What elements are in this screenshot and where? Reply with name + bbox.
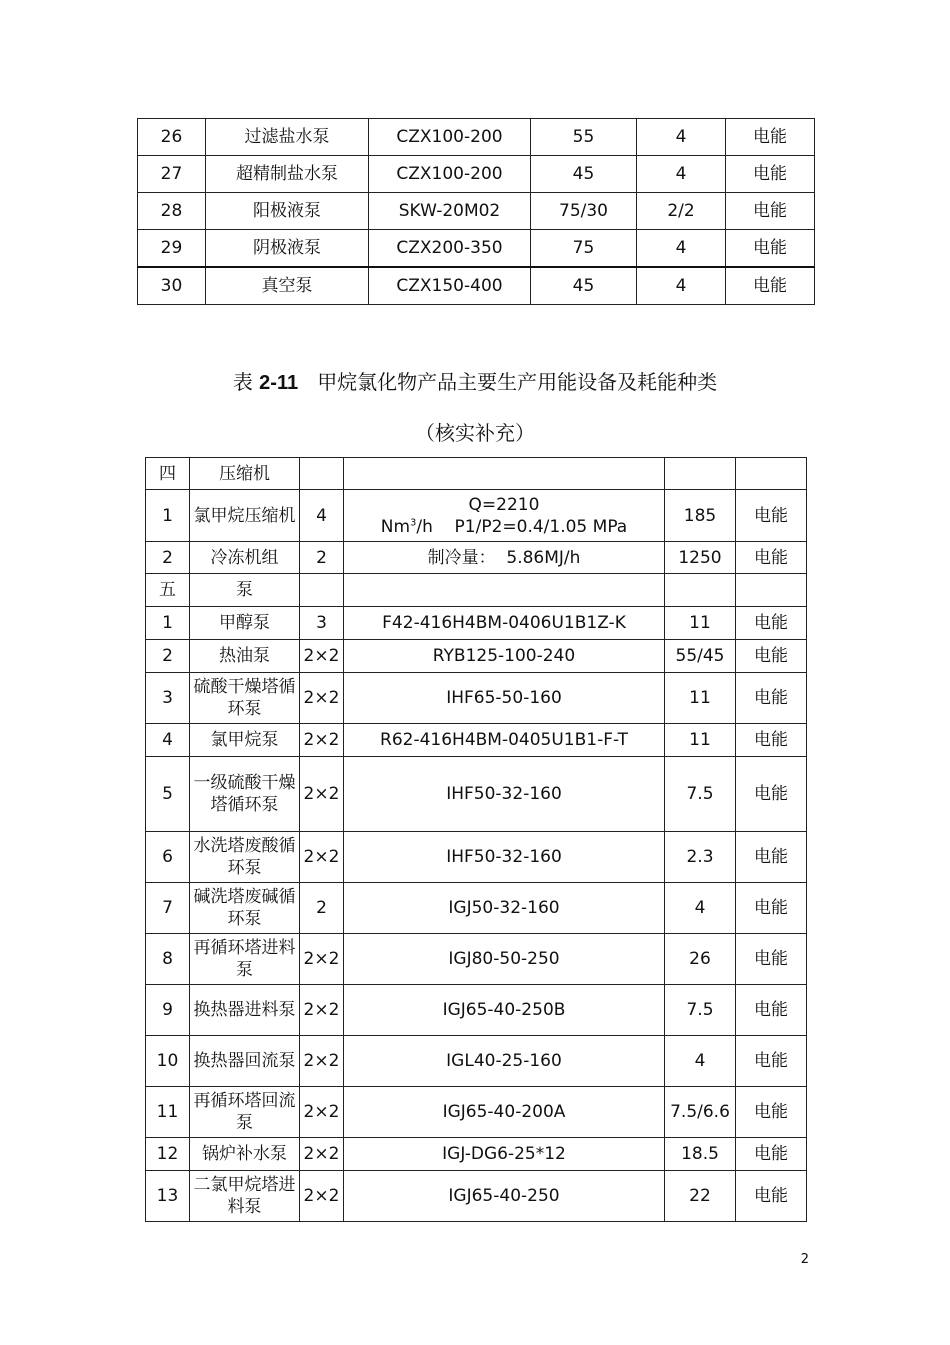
table-row xyxy=(146,1087,807,1138)
power: 55/45 xyxy=(665,640,736,673)
energy-type: 电能 xyxy=(736,934,807,985)
specification: IGL40-25-160 xyxy=(344,1036,665,1087)
energy-type: 电能 xyxy=(726,267,815,305)
equipment-name: 硫酸干燥塔循环泵 xyxy=(190,673,300,724)
power: 2.3 xyxy=(665,832,736,883)
equipment-name: 碱洗塔废碱循环泵 xyxy=(190,883,300,934)
section-number: 五 xyxy=(146,574,190,607)
table-body xyxy=(146,458,807,607)
row-number: 7 xyxy=(146,883,190,934)
energy-type: 电能 xyxy=(736,832,807,883)
specification xyxy=(344,490,665,542)
quantity: 2×2 xyxy=(300,640,344,673)
specification: IGJ50-32-160 xyxy=(344,883,665,934)
equipment-name: 氯甲烷泵 xyxy=(190,724,300,757)
page-number: 2 xyxy=(800,1252,809,1267)
count: 4 xyxy=(637,156,726,193)
specification: IHF50-32-160 xyxy=(344,757,665,832)
section-row xyxy=(146,458,807,490)
equipment-name: 换热器进料泵 xyxy=(190,985,300,1036)
section-row xyxy=(146,574,807,607)
model: CZX100-200 xyxy=(369,119,531,156)
table-row xyxy=(146,1171,807,1222)
equipment-name: 再循环塔进料泵 xyxy=(190,934,300,985)
power: 7.5 xyxy=(665,985,736,1036)
row-number: 30 xyxy=(138,267,206,305)
count: 4 xyxy=(637,267,726,305)
quantity: 3 xyxy=(300,607,344,640)
row-number: 8 xyxy=(146,934,190,985)
power: 185 xyxy=(665,490,736,542)
pump-rows xyxy=(146,607,807,1222)
power: 11 xyxy=(665,673,736,724)
quantity: 2×2 xyxy=(300,724,344,757)
row-number: 2 xyxy=(146,542,190,574)
power: 11 xyxy=(665,607,736,640)
row-number: 1 xyxy=(146,490,190,542)
row-number: 10 xyxy=(146,1036,190,1087)
equipment-name: 二氯甲烷塔进料泵 xyxy=(190,1171,300,1222)
table-row xyxy=(146,883,807,934)
row-number: 5 xyxy=(146,757,190,832)
count: 4 xyxy=(637,230,726,268)
row-number: 11 xyxy=(146,1087,190,1138)
section-number: 四 xyxy=(146,458,190,490)
specification: 制冷量： 5.86MJ/h xyxy=(344,542,665,574)
count: 4 xyxy=(637,119,726,156)
power: 11 xyxy=(665,724,736,757)
table-row xyxy=(146,757,807,832)
row-number: 9 xyxy=(146,985,190,1036)
energy-type: 电能 xyxy=(736,724,807,757)
table-row xyxy=(146,724,807,757)
power: 4 xyxy=(665,883,736,934)
specification: IGJ65-40-200A xyxy=(344,1087,665,1138)
specification: IGJ80-50-250 xyxy=(344,934,665,985)
model: CZX200-350 xyxy=(369,230,531,268)
table-row xyxy=(146,832,807,883)
row-number: 26 xyxy=(138,119,206,156)
table-row xyxy=(138,193,815,230)
energy-type: 电能 xyxy=(736,1087,807,1138)
equipment-name: 冷冻机组 xyxy=(190,542,300,574)
energy-type: 电能 xyxy=(726,119,815,156)
table-row xyxy=(146,607,807,640)
power: 22 xyxy=(665,1171,736,1222)
row-number: 3 xyxy=(146,673,190,724)
equipment-table-continued xyxy=(137,118,815,305)
table-row xyxy=(146,934,807,985)
energy-type: 电能 xyxy=(736,1171,807,1222)
energy-type: 电能 xyxy=(736,640,807,673)
power: 1250 xyxy=(665,542,736,574)
row-number: 4 xyxy=(146,724,190,757)
table-row xyxy=(146,490,807,542)
model: CZX100-200 xyxy=(369,156,531,193)
table-row xyxy=(146,1036,807,1087)
caption-subtitle: （核实补充） xyxy=(415,421,535,445)
power: 75 xyxy=(531,230,637,268)
quantity: 2×2 xyxy=(300,934,344,985)
energy-type: 电能 xyxy=(736,1138,807,1171)
caption-number: 2-11 xyxy=(259,372,299,394)
energy-type: 电能 xyxy=(726,156,815,193)
section-name: 压缩机 xyxy=(190,458,300,490)
spec-part-a: Q=2210 Nm xyxy=(380,494,540,537)
power: 4 xyxy=(665,1036,736,1087)
equipment-name: 阴极液泵 xyxy=(206,230,369,268)
count: 2/2 xyxy=(637,193,726,230)
equipment-name: 锅炉补水泵 xyxy=(190,1138,300,1171)
specification: IGJ-DG6-25*12 xyxy=(344,1138,665,1171)
power: 45 xyxy=(531,156,637,193)
quantity: 2×2 xyxy=(300,757,344,832)
energy-type: 电能 xyxy=(736,985,807,1036)
caption-title: 甲烷氯化物产品主要生产用能设备及耗能种类 xyxy=(317,370,718,394)
equipment-name: 阳极液泵 xyxy=(206,193,369,230)
row-number: 27 xyxy=(138,156,206,193)
energy-type: 电能 xyxy=(736,757,807,832)
equipment-name: 一级硫酸干燥塔循环泵 xyxy=(190,757,300,832)
row-number: 28 xyxy=(138,193,206,230)
quantity: 2×2 xyxy=(300,1138,344,1171)
equipment-name: 真空泵 xyxy=(206,267,369,305)
quantity: 2×2 xyxy=(300,985,344,1036)
table-row xyxy=(138,267,815,305)
power: 7.5 xyxy=(665,757,736,832)
specification: RYB125-100-240 xyxy=(344,640,665,673)
quantity: 2×2 xyxy=(300,1171,344,1222)
energy-type: 电能 xyxy=(736,490,807,542)
equipment-name: 再循环塔回流泵 xyxy=(190,1087,300,1138)
row-number: 13 xyxy=(146,1171,190,1222)
power: 75/30 xyxy=(531,193,637,230)
table-row xyxy=(146,985,807,1036)
power: 18.5 xyxy=(665,1138,736,1171)
specification: F42-416H4BM-0406U1B1Z-K xyxy=(344,607,665,640)
spec-part-b: /h P1/P2=0.4/1.05 MPa xyxy=(416,516,628,537)
power: 7.5/6.6 xyxy=(665,1087,736,1138)
energy-type: 电能 xyxy=(736,673,807,724)
specification: R62-416H4BM-0405U1B1-F-T xyxy=(344,724,665,757)
table-row xyxy=(138,119,815,156)
section-name: 泵 xyxy=(190,574,300,607)
equipment-name: 换热器回流泵 xyxy=(190,1036,300,1087)
row-number: 2 xyxy=(146,640,190,673)
caption-prefix: 表 xyxy=(232,370,253,394)
table-body xyxy=(138,119,815,305)
model: SKW-20M02 xyxy=(369,193,531,230)
table-row xyxy=(146,1138,807,1171)
equipment-name: 过滤盐水泵 xyxy=(206,119,369,156)
equipment-name: 超精制盐水泵 xyxy=(206,156,369,193)
specification: IGJ65-40-250 xyxy=(344,1171,665,1222)
power: 55 xyxy=(531,119,637,156)
quantity: 2×2 xyxy=(300,673,344,724)
table-row xyxy=(138,230,815,268)
row-number: 12 xyxy=(146,1138,190,1171)
equipment-name: 水洗塔废酸循环泵 xyxy=(190,832,300,883)
table-row xyxy=(146,673,807,724)
energy-type: 电能 xyxy=(736,542,807,574)
quantity: 2×2 xyxy=(300,1036,344,1087)
energy-type: 电能 xyxy=(726,193,815,230)
table-row xyxy=(146,542,807,574)
specification: IHF65-50-160 xyxy=(344,673,665,724)
methane-chloride-equipment-table xyxy=(145,457,807,1222)
quantity: 2 xyxy=(300,883,344,934)
quantity: 2×2 xyxy=(300,1087,344,1138)
row-number: 1 xyxy=(146,607,190,640)
table-caption xyxy=(0,366,950,395)
energy-type: 电能 xyxy=(726,230,815,268)
equipment-name: 氯甲烷压缩机 xyxy=(190,490,300,542)
spec-superscript: 3 xyxy=(410,516,417,528)
quantity: 4 xyxy=(300,490,344,542)
energy-type: 电能 xyxy=(736,1036,807,1087)
row-number: 6 xyxy=(146,832,190,883)
energy-type: 电能 xyxy=(736,607,807,640)
quantity: 2×2 xyxy=(300,832,344,883)
power: 26 xyxy=(665,934,736,985)
row-number: 29 xyxy=(138,230,206,268)
specification: IGJ65-40-250B xyxy=(344,985,665,1036)
table-row xyxy=(138,156,815,193)
quantity: 2 xyxy=(300,542,344,574)
equipment-name: 热油泵 xyxy=(190,640,300,673)
equipment-name: 甲醇泵 xyxy=(190,607,300,640)
power: 45 xyxy=(531,267,637,305)
model: CZX150-400 xyxy=(369,267,531,305)
table-row xyxy=(146,640,807,673)
energy-type: 电能 xyxy=(736,883,807,934)
specification: IHF50-32-160 xyxy=(344,832,665,883)
